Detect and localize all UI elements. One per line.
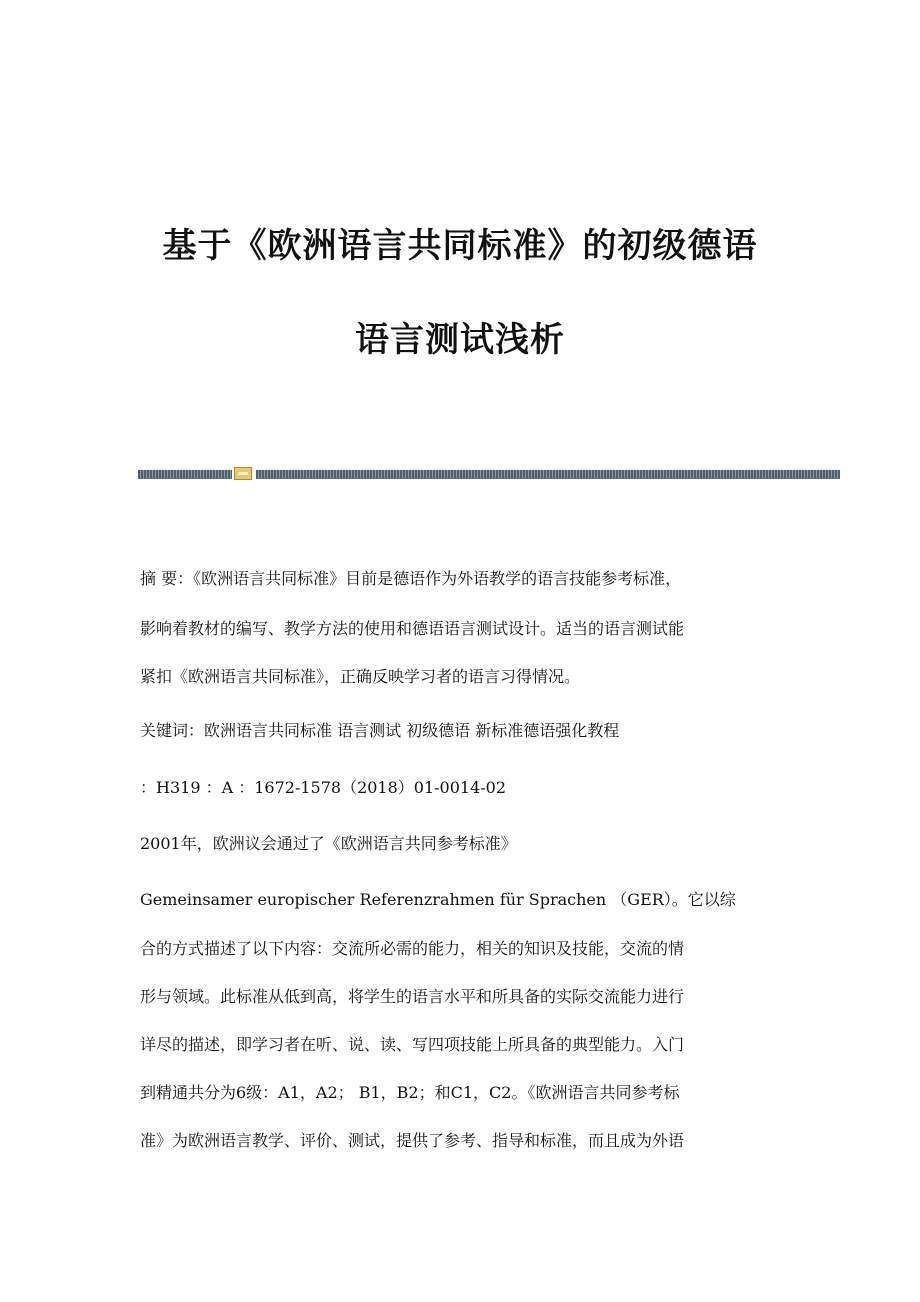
classification-info: ：H319 ：A ：1672-1578（2018）01-0014-02 — [140, 778, 507, 797]
keywords: 关键词：欧洲语言共同标准 语言测试 初级德语 新标准德语强化教程 — [140, 721, 620, 740]
body-line-7: 准》为欧洲语言教学、评价、测试，提供了参考、指导和标准，而且成为外语 — [140, 1131, 685, 1150]
abstract-line-2: 影响着教材的编写、教学方法的使用和德语语言测试设计。适当的语言测试能 — [140, 619, 685, 638]
body-line-1: 2001年，欧洲议会通过了《欧洲语言共同参考标准》 — [140, 834, 517, 853]
divider-right — [256, 470, 840, 479]
abstract-line-3: 紧扣《欧洲语言共同标准》，正确反映学习者的语言习得情况。 — [140, 667, 581, 686]
divider-left — [138, 470, 232, 479]
divider-ornament-icon — [234, 467, 252, 480]
body-line-3: 合的方式描述了以下内容：交流所必需的能力，相关的知识及技能，交流的情 — [140, 939, 685, 958]
abstract-line-1: 摘 要：《欧洲语言共同标准》目前是德语作为外语教学的语言技能参考标准， — [140, 569, 682, 588]
page-title-line-2: 语言测试浅析 — [355, 320, 565, 360]
page-title: 基于《欧洲语言共同标准》的初级德语 — [162, 226, 758, 266]
body-line-4: 形与领域。此标准从低到高，将学生的语言水平和所具备的实际交流能力进行 — [140, 987, 685, 1006]
body-line-2: Gemeinsamer europischer Referenzrahmen für Sprachen （GER）。它以综 — [140, 890, 736, 909]
body-line-6: 到精通共分为6级：A1，A2； B1，B2；和C1，C2。《欧洲语言共同参考标 — [140, 1083, 680, 1102]
body-line-5: 详尽的描述，即学习者在听、说、读、写四项技能上所具备的典型能力。入门 — [140, 1035, 685, 1054]
